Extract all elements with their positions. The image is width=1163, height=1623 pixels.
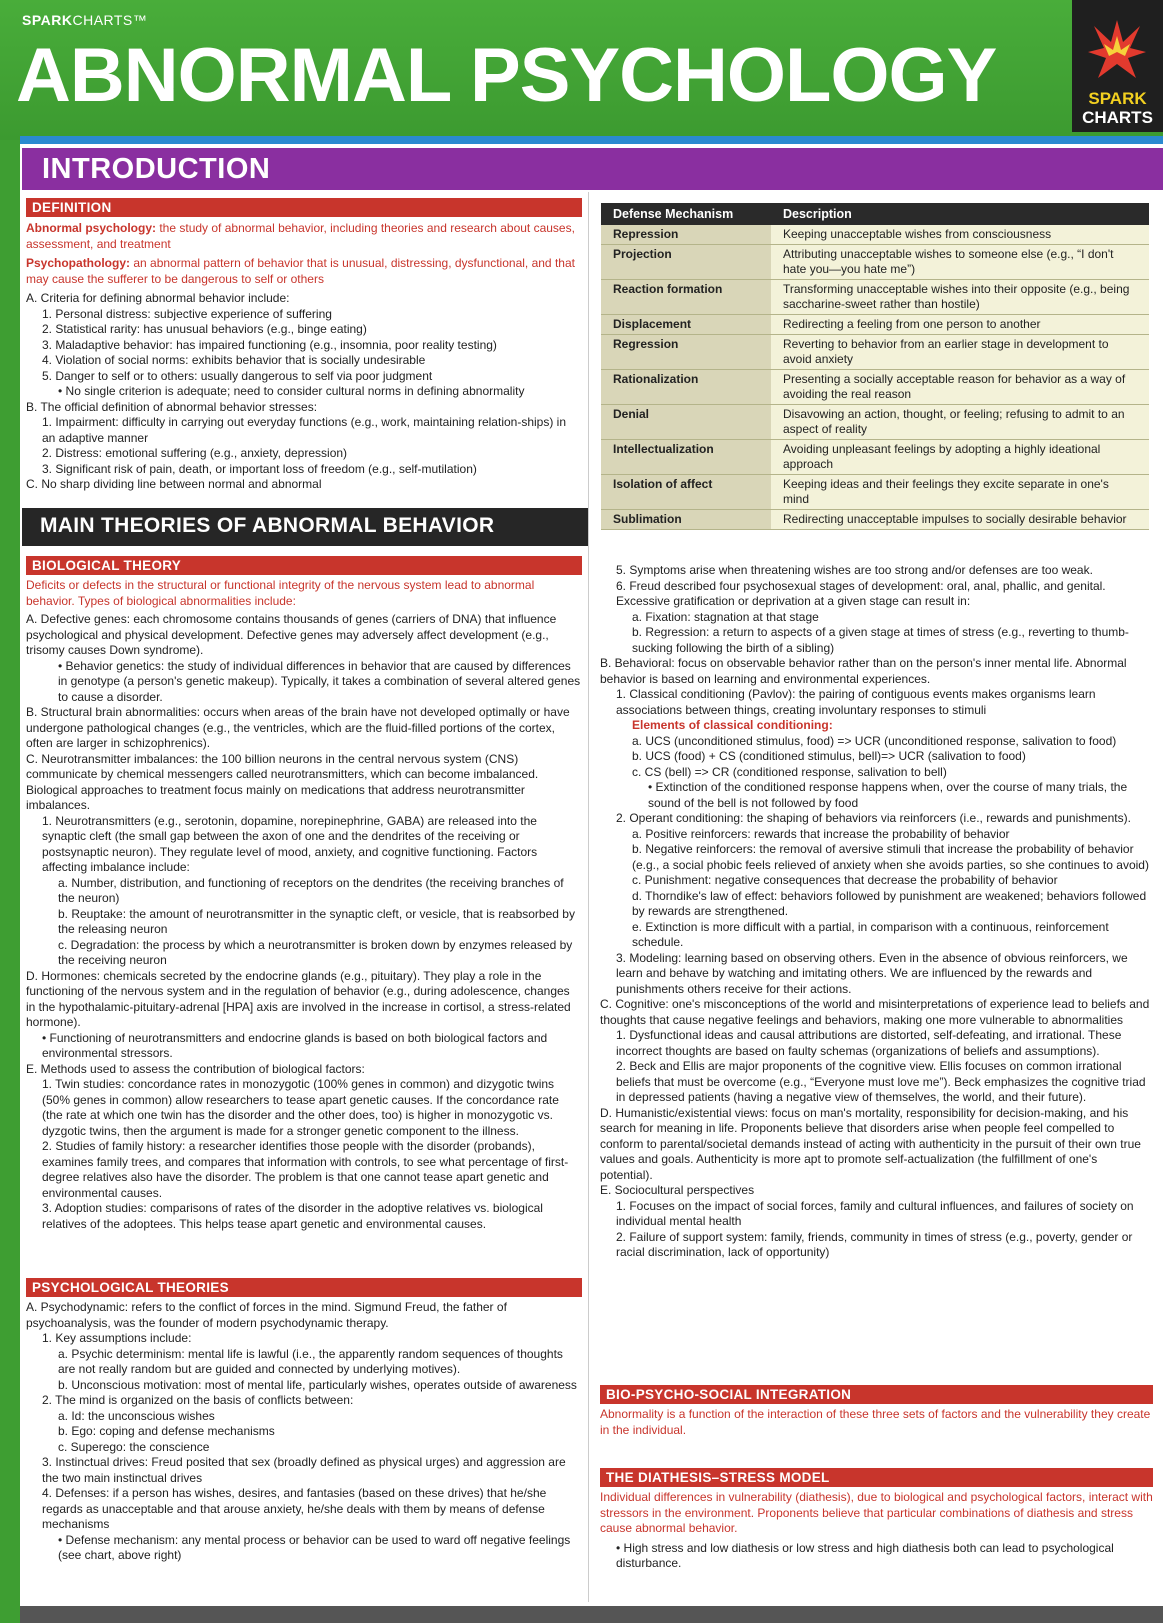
list-item: B. The official definition of abnormal behavior stresses: [26,399,318,414]
list-item: • High stress and low diathesis or low stress and high diathesis both can lead to psychological disturbance. [616,1540,1114,1570]
table-row [601,280,1149,315]
list-item: 2. Studies of family history: a researcher identifies those people with the disorder (probands), examines family trees, and compares that information with controls, to see what percentage of first-degree relatives also have the disorder. The problem is that one cannot tease apart genetic and environmental causes. [42,1139,569,1200]
list-item: b. Regression: a return to aspects of a given stage at times of stress (e.g., reverting to thumb-sucking following the birth of a sibling) [632,625,1129,655]
table-cell: Repression [601,225,771,245]
list-item: 2. Operant conditioning: the shaping of behaviors via reinforcers (i.e., rewards and punishments). [616,811,1131,825]
psychological-theories [26,1278,582,1564]
list-item: 6. Freud described four psychosexual stages of development: oral, anal, phallic, and genital. Excessive gratification or deprivation at a given stage can result in: [616,578,1106,608]
list-item: 2. Failure of support system: family, friends, community in times of stress (e.g., poverty, gender or racial discrimination, lack of opportunity) [616,1229,1133,1259]
table-row [601,225,1149,245]
table-cell: Reverting to behavior from an earlier stage in development to avoid anxiety [771,335,1149,370]
table-cell: Keeping unacceptable wishes from consciousness [771,225,1149,245]
table-cell: Denial [601,405,771,440]
list-item: b. Ego: coping and defense mechanisms [58,1424,275,1438]
list-item: a. Fixation: stagnation at that stage [632,609,819,624]
table-row [601,510,1149,530]
defense-mechanism-table-wrap [601,203,1151,530]
list-item: 1. Classical conditioning (Pavlov): the pairing of contiguous events makes organisms learn associations between things, creating involuntary responses to stimuli [616,687,1096,717]
diathesis-stress-text: Individual differences in vulnerability (diathesis), due to biological and psychological factors, interact with stressors in the environment. Proponents believe that particular combinations of diathesis and stress cause abnormal behavior. [600,1490,1153,1535]
list-item: 3. Modeling: learning based on observing others. Even in the absence of obvious reinforcers, we learn and behave by watching and imitating others. We are influenced by the rewards and punishments others receive for their actions. [616,950,1128,996]
list-item: a. Positive reinforcers: rewards that increase the probability of behavior [632,826,1010,841]
table-cell: Avoiding unpleasant feelings by adopting a highly ideational approach [771,440,1149,475]
diathesis-stress-heading: THE DIATHESIS–STRESS MODEL [600,1468,1153,1487]
list-item: 2. Statistical rarity: has unusual behaviors (e.g., binge eating) [42,322,367,336]
list-item: C. No sharp dividing line between normal and abnormal [26,477,322,491]
list-item: a. Number, distribution, and functioning of receptors on the dendrites (the receiving branches of the neuron) [58,875,564,905]
psychological-theories-heading: PSYCHOLOGICAL THEORIES [26,1278,582,1297]
list-item: 2. The mind is organized on the basis of conflicts between: [42,1393,354,1407]
list-item: 1. Key assumptions include: [42,1331,192,1345]
definition-heading: DEFINITION [26,198,582,217]
sparkcharts-logo [1072,0,1163,132]
section-title-main-theories: MAIN THEORIES OF ABNORMAL BEHAVIOR [22,508,588,546]
logo-text-spark: SPARK [1088,89,1147,108]
psychological-list [26,1300,582,1564]
list-item: 3. Significant risk of pain, death, or important loss of freedom (e.g., self-mutilation) [42,461,477,476]
table-cell: Presenting a socially acceptable reason for behavior as a way of avoiding the real reason [771,370,1149,405]
main-theories-band [22,508,588,546]
biological-theory-intro: Deficits or defects in the structural or functional integrity of the nervous system lead to abnormal behavior. Types of biological abnormalities include: [26,578,535,608]
list-item: A. Criteria for defining abnormal behavior include: [26,291,290,305]
list-item: b. UCS (food) + CS (conditioned stimulus, bell)=> UCR (salivation to food) [632,749,1026,763]
table-row [601,370,1149,405]
table-row [601,405,1149,440]
list-item: • Functioning of neurotransmitters and endocrine glands is based on both biological factors and environmental stressors. [42,1030,548,1060]
table-cell: Sublimation [601,510,771,530]
definition-psychopathology: Psychopathology: an abnormal pattern of behavior that is unusual, distressing, dysfunctional, and that may cause the sufferer to be dangerous to self or others [26,256,575,286]
list-item: e. Extinction is more difficult with a partial, in comparison with a continuous, reinforcement schedule. [632,919,1109,949]
table-cell: Redirecting unacceptable impulses to socially desirable behavior [771,510,1149,530]
defense-mechanism-table [601,203,1149,530]
list-item: c. Punishment: negative consequences that decrease the probability of behavior [632,873,1058,887]
list-item: 1. Twin studies: concordance rates in monozygotic (100% genes in common) and dizygotic twins (50% genes in common) allow researchers to tease apart genetic causes. If the concordance rate (the rate at which one twin has the disorder and the other does, too) is higher in monozygotic vs. dyzgotic twins, then the argument is made for a stronger genetic component to the illness. [42,1077,559,1138]
table-cell: Redirecting a feeling from one person to another [771,315,1149,335]
table-cell: Keeping ideas and their feelings they excite separate in one's mind [771,475,1149,510]
table-header: Defense Mechanism [601,203,771,225]
list-item: b. Negative reinforcers: the removal of aversive stimuli that increase the probability of behavior (e.g., a social phobic feels relieved of anxiety when she avoids parties, so she continues to avoid) [632,842,1149,872]
list-item: • Defense mechanism: any mental process or behavior can be used to ward off negative feelings (see chart, above right) [58,1532,571,1562]
list-item: 1. Focuses on the impact of social forces, family and cultural influences, and failures of society on individual mental health [616,1198,1134,1228]
list-item: d. Thorndike's law of effect: behaviors followed by punishment are weakened; behaviors followed by rewards are strengthened. [632,888,1147,918]
left-column [26,198,582,493]
bio-psycho-social [600,1385,1153,1438]
table-cell: Intellectualization [601,440,771,475]
right-column-text [600,563,1153,1261]
list-item: 3. Instinctual drives: Freud posited that sex (broadly defined as physical urges) and aggression are the two main instinctual drives [42,1455,566,1485]
logo-text-charts: CHARTS [1082,108,1153,127]
table-cell: Transforming unacceptable wishes into their opposite (e.g., being saccharine-sweet rather than hostile) [771,280,1149,315]
list-item: 1. Impairment: difficulty in carrying out everyday functions (e.g., work, maintaining relation-ships) in an adaptive manner [42,415,567,445]
column-divider [588,192,589,1602]
list-item: • No single criterion is adequate; need to consider cultural norms in defining abnormality [58,384,525,398]
list-item: B. Structural brain abnormalities: occurs when areas of the brain have not developed optimally or have undergone pathological changes (e.g., the ventricles, which are the fluid-filled portions of the cortex, often are larger in schizophrenics). [26,705,570,750]
table-row [601,335,1149,370]
subheading-classical-elements: Elements of classical conditioning: [632,718,833,732]
definition-abnormal-psychology: Abnormal psychology: the study of abnormal behavior, including theories and research about causes, assessment, and treatment [26,221,575,251]
list-item: A. Psychodynamic: refers to the conflict of forces in the mind. Sigmund Freud, the father of psychoanalysis, was the founder of modern psychodynamic therapy. [26,1300,507,1330]
list-item: 3. Adoption studies: comparisons of rates of the disorder in the adoptive relatives vs. biological relatives of the adoptees. This helps tease apart genetic and environmental causes. [42,1201,543,1231]
list-item: a. UCS (unconditioned stimulus, food) => UCR (unconditioned response, salivation to food) [632,733,1117,748]
list-item: 3. Maladaptive behavior: has impaired functioning (e.g., insomnia, poor reality testing) [42,337,497,352]
list-item: b. Unconscious motivation: most of mental life, particularly wishes, operates outside of awareness [58,1377,577,1392]
list-item: • Behavior genetics: the study of individual differences in behavior that are caused by differences in genotype (a person's genetic makeup). Typically, it takes a combination of several altered genes to cause a disorder. [58,658,581,704]
list-item: c. Superego: the conscience [58,1439,210,1454]
table-cell: Rationalization [601,370,771,405]
biological-theory [26,556,582,1232]
table-cell: Regression [601,335,771,370]
list-item: b. Reuptake: the amount of neurotransmitter in the synaptic cleft, or vesicle, that is reabsorbed by the releasing neuron [58,906,575,936]
list-item: E. Methods used to assess the contribution of biological factors: [26,1061,365,1076]
table-cell: Isolation of affect [601,475,771,510]
list-item: 2. Beck and Ellis are major proponents of the cognitive view. Ellis focuses on common irrational beliefs that must be overcome (e.g., “Everyone must love me”). Beck emphasizes the cognitive triad in depressed patients (having a negative view of themselves, the world, and their future). [616,1059,1146,1104]
list-item: B. Behavioral: focus on observable behavior rather than on the person's inner mental life. Abnormal behavior is based on learning and environmental experiences. [600,656,1127,686]
biological-list [26,612,582,1232]
list-item: a. Id: the unconscious wishes [58,1408,215,1423]
list-item: 1. Dysfunctional ideas and causal attributions are distorted, self-defeating, and irrational. These incorrect thoughts are based on faulty schemas (organizations of beliefs and assumptions). [616,1028,1122,1058]
list-item: 1. Neurotransmitters (e.g., serotonin, dopamine, norepinephrine, GABA) are released into the synaptic cleft (the small gap between the axon of one and the dendrites of the receiving or postsynaptic neuron). They regulate level of mood, anxiety, and cognitive functioning. Factors affecting imbalance include: [42,813,538,874]
top-accent-bar [20,136,1163,144]
diathesis-stress [600,1468,1153,1572]
section-title-introduction: INTRODUCTION [42,153,271,185]
list-item: 4. Violation of social norms: exhibits behavior that is socially undesirable [42,353,426,367]
table-cell: Reaction formation [601,280,771,315]
list-item: D. Hormones: chemicals secreted by the endocrine glands (e.g., pituitary). They play a role in the functioning of the nervous system and in the regulation of behavior (e.g., during adolescence, changes in the hypothalamic-pituitary-adrenal [HPA] axis are involved in the increase in cortisol, a stress-related hormone). [26,968,571,1029]
list-item: C. Cognitive: one's misconceptions of the world and misinterpretations of experience lead to beliefs and thoughts that cause negative feelings and behaviors, making one more vulnerable to abnormalities [600,997,1150,1027]
table-cell: Displacement [601,315,771,335]
list-item: c. Degradation: the process by which a neurotransmitter is broken down by enzymes released by the receiving neuron [58,937,573,967]
table-row [601,475,1149,510]
list-item: c. CS (bell) => CR (conditioned response, salivation to bell) [632,764,947,779]
list-item: a. Psychic determinism: mental life is lawful (i.e., the apparently random sequences of thoughts are not really random but are guided and connected by underlying motives). [58,1346,563,1376]
table-row [601,440,1149,475]
bio-psycho-social-heading: BIO-PSYCHO-SOCIAL INTEGRATION [600,1385,1153,1404]
list-item: • Extinction of the conditioned response happens when, over the course of many trials, the sound of the bell is not followed by food [648,780,1128,810]
list-item: C. Neurotransmitter imbalances: the 100 billion neurons in the central nervous system (CNS) communicate by chemical messengers called neurotransmitters, which can become imbalanced. Biological approaches to treatment focus mainly on medications that address neurotransmitter imbalances. [26,751,539,812]
list-item: 2. Distress: emotional suffering (e.g., anxiety, depression) [42,446,348,460]
list-item: A. Defective genes: each chromosome contains thousands of genes (carriers of DNA) that influence psychological and physical development. Defective genes may adversely affect development (e.g., trisomy causes Down syndrome). [26,612,557,657]
list-item: 1. Personal distress: subjective experience of suffering [42,306,332,321]
table-cell: Attributing unacceptable wishes to someone else (e.g., “I don't hate you—you hate me”) [771,245,1149,280]
introduction-band [22,148,1163,190]
bio-psycho-social-text: Abnormality is a function of the interaction of these three sets of factors and the vulnerability they create in the individual. [600,1407,1151,1437]
bottom-bar [20,1606,1163,1623]
spark-burst-icon [1086,18,1148,84]
table-header-row [601,203,1149,225]
list-item: E. Sociocultural perspectives [600,1183,755,1197]
biological-theory-heading: BIOLOGICAL THEORY [26,556,582,575]
list-item: D. Humanistic/existential views: focus on man's mortality, responsibility for decision-making, and his search for meaning in life. Proponents believe that disorders arise when people feel compelled to conform to parental/societal demands instead of acting with authenticity in the pursuit of their own true values and goals. Authenticity is more apt to promote self-actualization (the fulfillment of one's potential). [600,1105,1141,1182]
table-cell: Disavowing an action, thought, or feeling; refusing to admit to an aspect of reality [771,405,1149,440]
criteria-list [26,291,582,493]
brand-label: SPARKCHARTS™ [22,12,148,28]
list-item: 5. Danger to self or to others: usually dangerous to self via poor judgment [42,368,433,383]
table-row [601,245,1149,280]
list-item: 5. Symptoms arise when threatening wishes are too strong and/or defenses are too weak. [616,563,1093,577]
table-cell: Projection [601,245,771,280]
list-item: 4. Defenses: if a person has wishes, desires, and fantasies (based on these drives) that he/she regards as unacceptable and that arouse anxiety, he/she deals with them by means of defense mechanisms [42,1486,547,1531]
page-title: ABNORMAL PSYCHOLOGY [16,33,997,118]
table-header: Description [771,203,1149,225]
header [0,0,1163,140]
table-row [601,315,1149,335]
